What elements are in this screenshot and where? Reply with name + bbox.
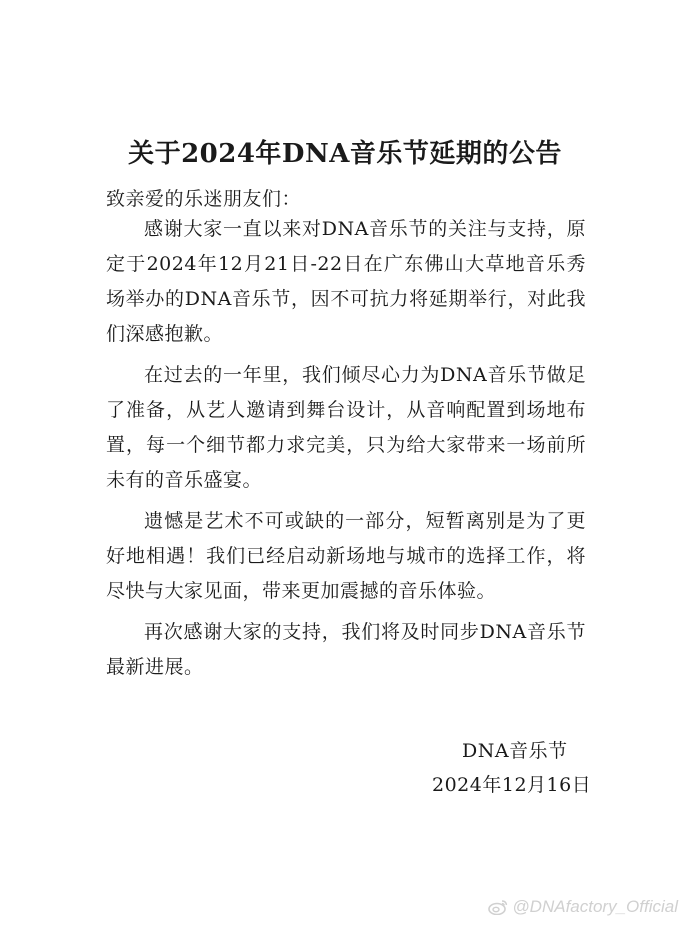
announcement-body xyxy=(106,212,586,691)
salutation: 致亲爱的乐迷朋友们： xyxy=(106,188,302,210)
watermark-text: @DNAfactory_Official xyxy=(512,897,678,916)
page-title: 关于2024年DNA音乐节延期的公告 xyxy=(128,139,562,169)
paragraph-4: 再次感谢大家的支持，我们将及时同步DNA音乐节最新进展。 xyxy=(106,621,586,678)
weibo-icon xyxy=(488,899,508,915)
paragraph-2: 在过去的一年里，我们倾尽心力为DNA音乐节做足了准备，从艺人邀请到舞台设计，从音响配置到场地布置，每一个细节都力求完美，只为给大家带来一场前所未有的音乐盛宴。 xyxy=(106,364,586,491)
paragraph-3: 遗憾是艺术不可或缺的一部分，短暂离别是为了更好地相遇！我们已经启动新场地与城市的选择工作，将尽快与大家见面，带来更加震撼的音乐体验。 xyxy=(106,510,586,602)
signature: DNA音乐节 xyxy=(462,740,568,762)
issue-date: 2024年12月16日 xyxy=(432,774,592,796)
watermark xyxy=(488,897,678,917)
paragraph-1: 感谢大家一直以来对DNA音乐节的关注与支持，原定于2024年12月21日-22日在广东佛山大草地音乐秀场举办的DNA音乐节，因不可抗力将延期举行，对此我们深感抱歉。 xyxy=(106,218,586,345)
